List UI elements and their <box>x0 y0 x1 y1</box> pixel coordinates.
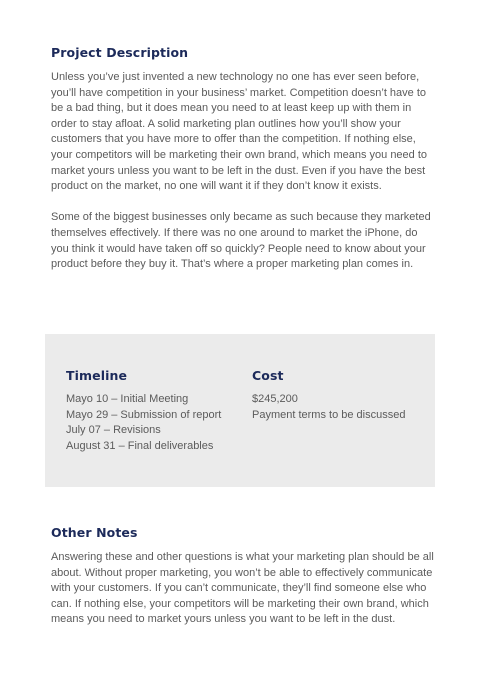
cost-heading: Cost <box>252 368 284 383</box>
timeline-item: July 07 – Revisions <box>66 424 161 437</box>
timeline-column <box>66 368 221 454</box>
timeline-cost-box <box>45 334 435 487</box>
project-description-paragraph-2: Some of the biggest businesses only became as such because they marketed themselves effectively. If there was no one around to market the iPhone, do you think it would have taken off so quickly? People need to know about your product before they buy it. That’s where a proper marketing plan comes in. <box>51 211 431 271</box>
cost-column <box>252 368 405 423</box>
other-notes-heading: Other Notes <box>51 525 138 540</box>
payment-terms: Payment terms to be discussed <box>252 408 406 421</box>
other-notes-section <box>51 525 436 628</box>
other-notes-paragraph: Answering these and other questions is what your marketing plan should be all about. Without proper marketing, you won’t be able to effectively communicate with your customers. If you can’t communicate, they’ll find someone else who can. If nothing else, your competitors will be marketing their own brand, which means you need to market yours unless you want to be left in the dust. <box>51 551 434 626</box>
project-description-section <box>51 45 436 273</box>
timeline-item: Mayo 29 – Submission of report <box>66 408 222 421</box>
project-description-paragraph-1: Unless you’ve just invented a new technology no one has ever seen before, you’ll have competition in your business’ market. Competition doesn’t have to be a bad thing, but it does mean you need to at least keep up with them in order to stay afloat. A solid marketing plan outlines how you’ll show your customers that you have more to offer than the competition. If nothing else, your competitors will be marketing their own brand, which means you need to market yours unless you want to be left in the dust. Even if you have the best product on the market, no one will want it if they don’t know it exists. <box>51 71 428 193</box>
timeline-item: Mayo 10 – Initial Meeting <box>66 393 189 405</box>
timeline-item: August 31 – Final deliverables <box>66 439 214 452</box>
cost-amount: $245,200 <box>252 393 298 405</box>
project-description-heading: Project Description <box>51 45 189 60</box>
timeline-heading: Timeline <box>66 368 128 383</box>
